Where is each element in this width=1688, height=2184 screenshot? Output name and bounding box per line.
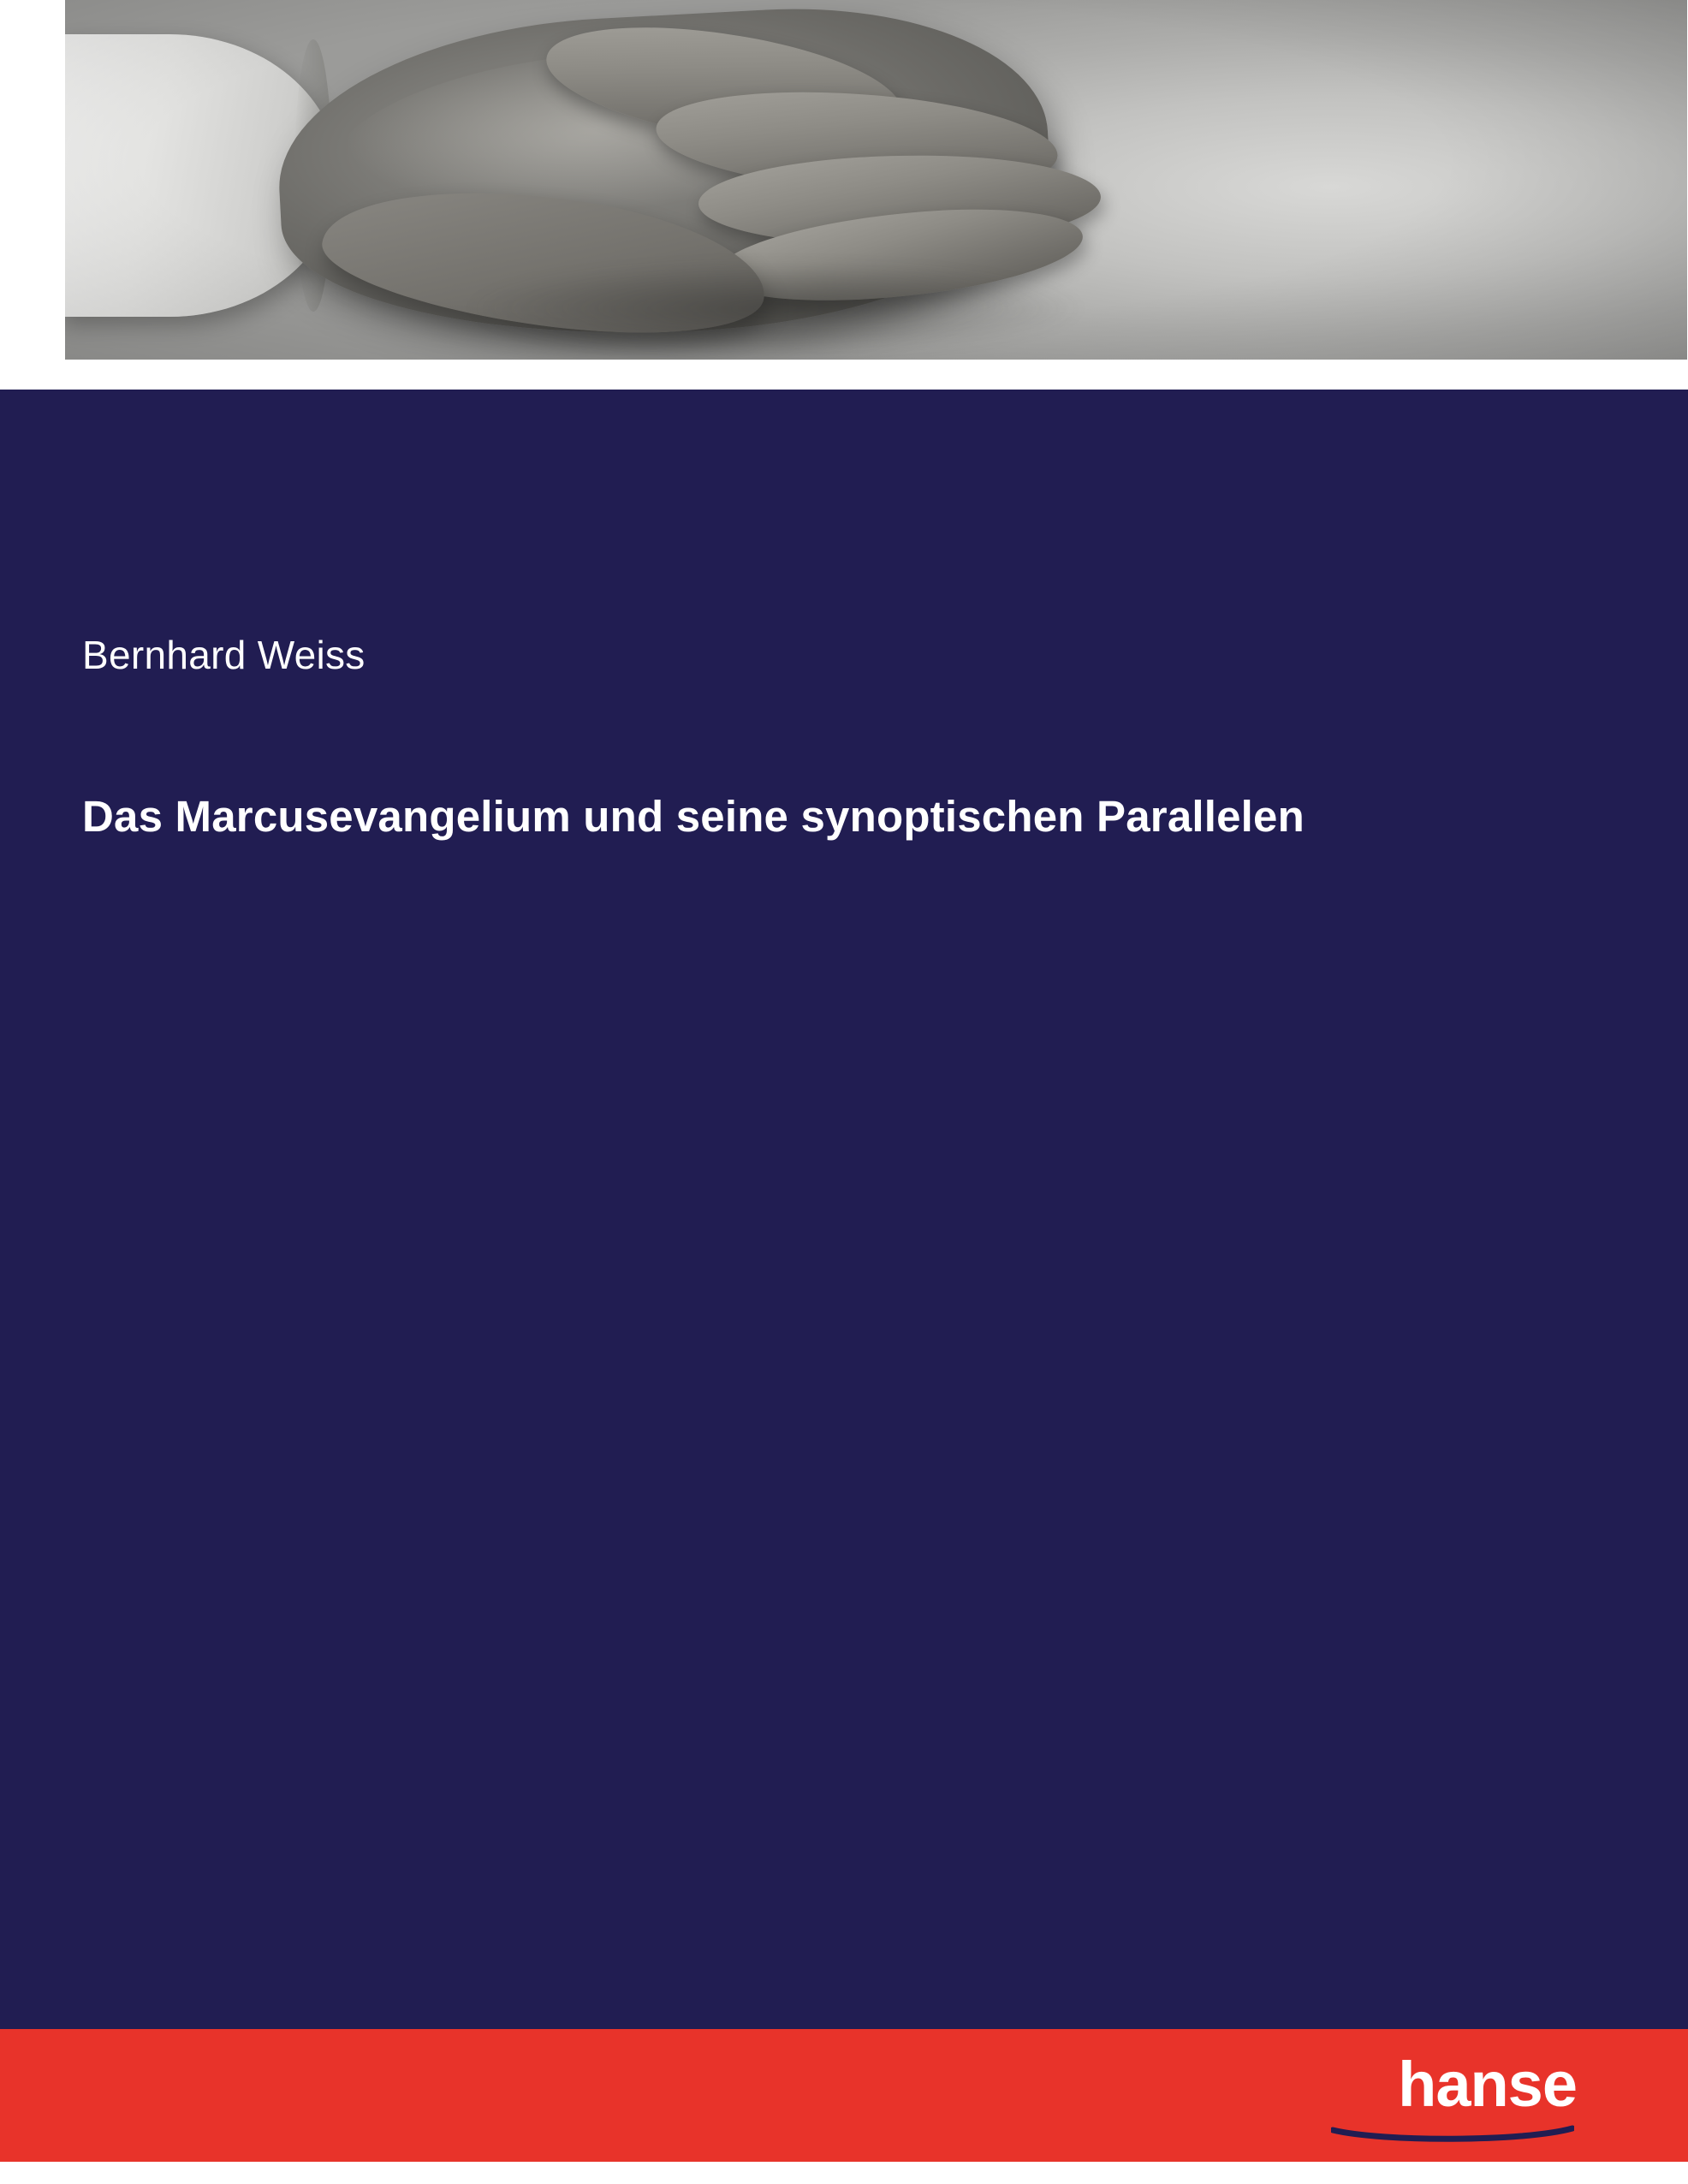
logo-swoosh-icon (1331, 2125, 1574, 2142)
photo-vignette (65, 0, 1687, 360)
open-hand-photo (65, 0, 1687, 360)
publisher-band (0, 2029, 1688, 2162)
author-name: Bernhard Weiss (82, 633, 366, 677)
book-title: Das Marcusevangelium und seine synoptischen Parallelen (82, 792, 1305, 841)
cover-photo (65, 0, 1687, 360)
publisher-logo: hanse (1398, 2049, 1577, 2120)
bottom-margin (0, 2162, 1688, 2184)
cover-body (0, 390, 1688, 2029)
